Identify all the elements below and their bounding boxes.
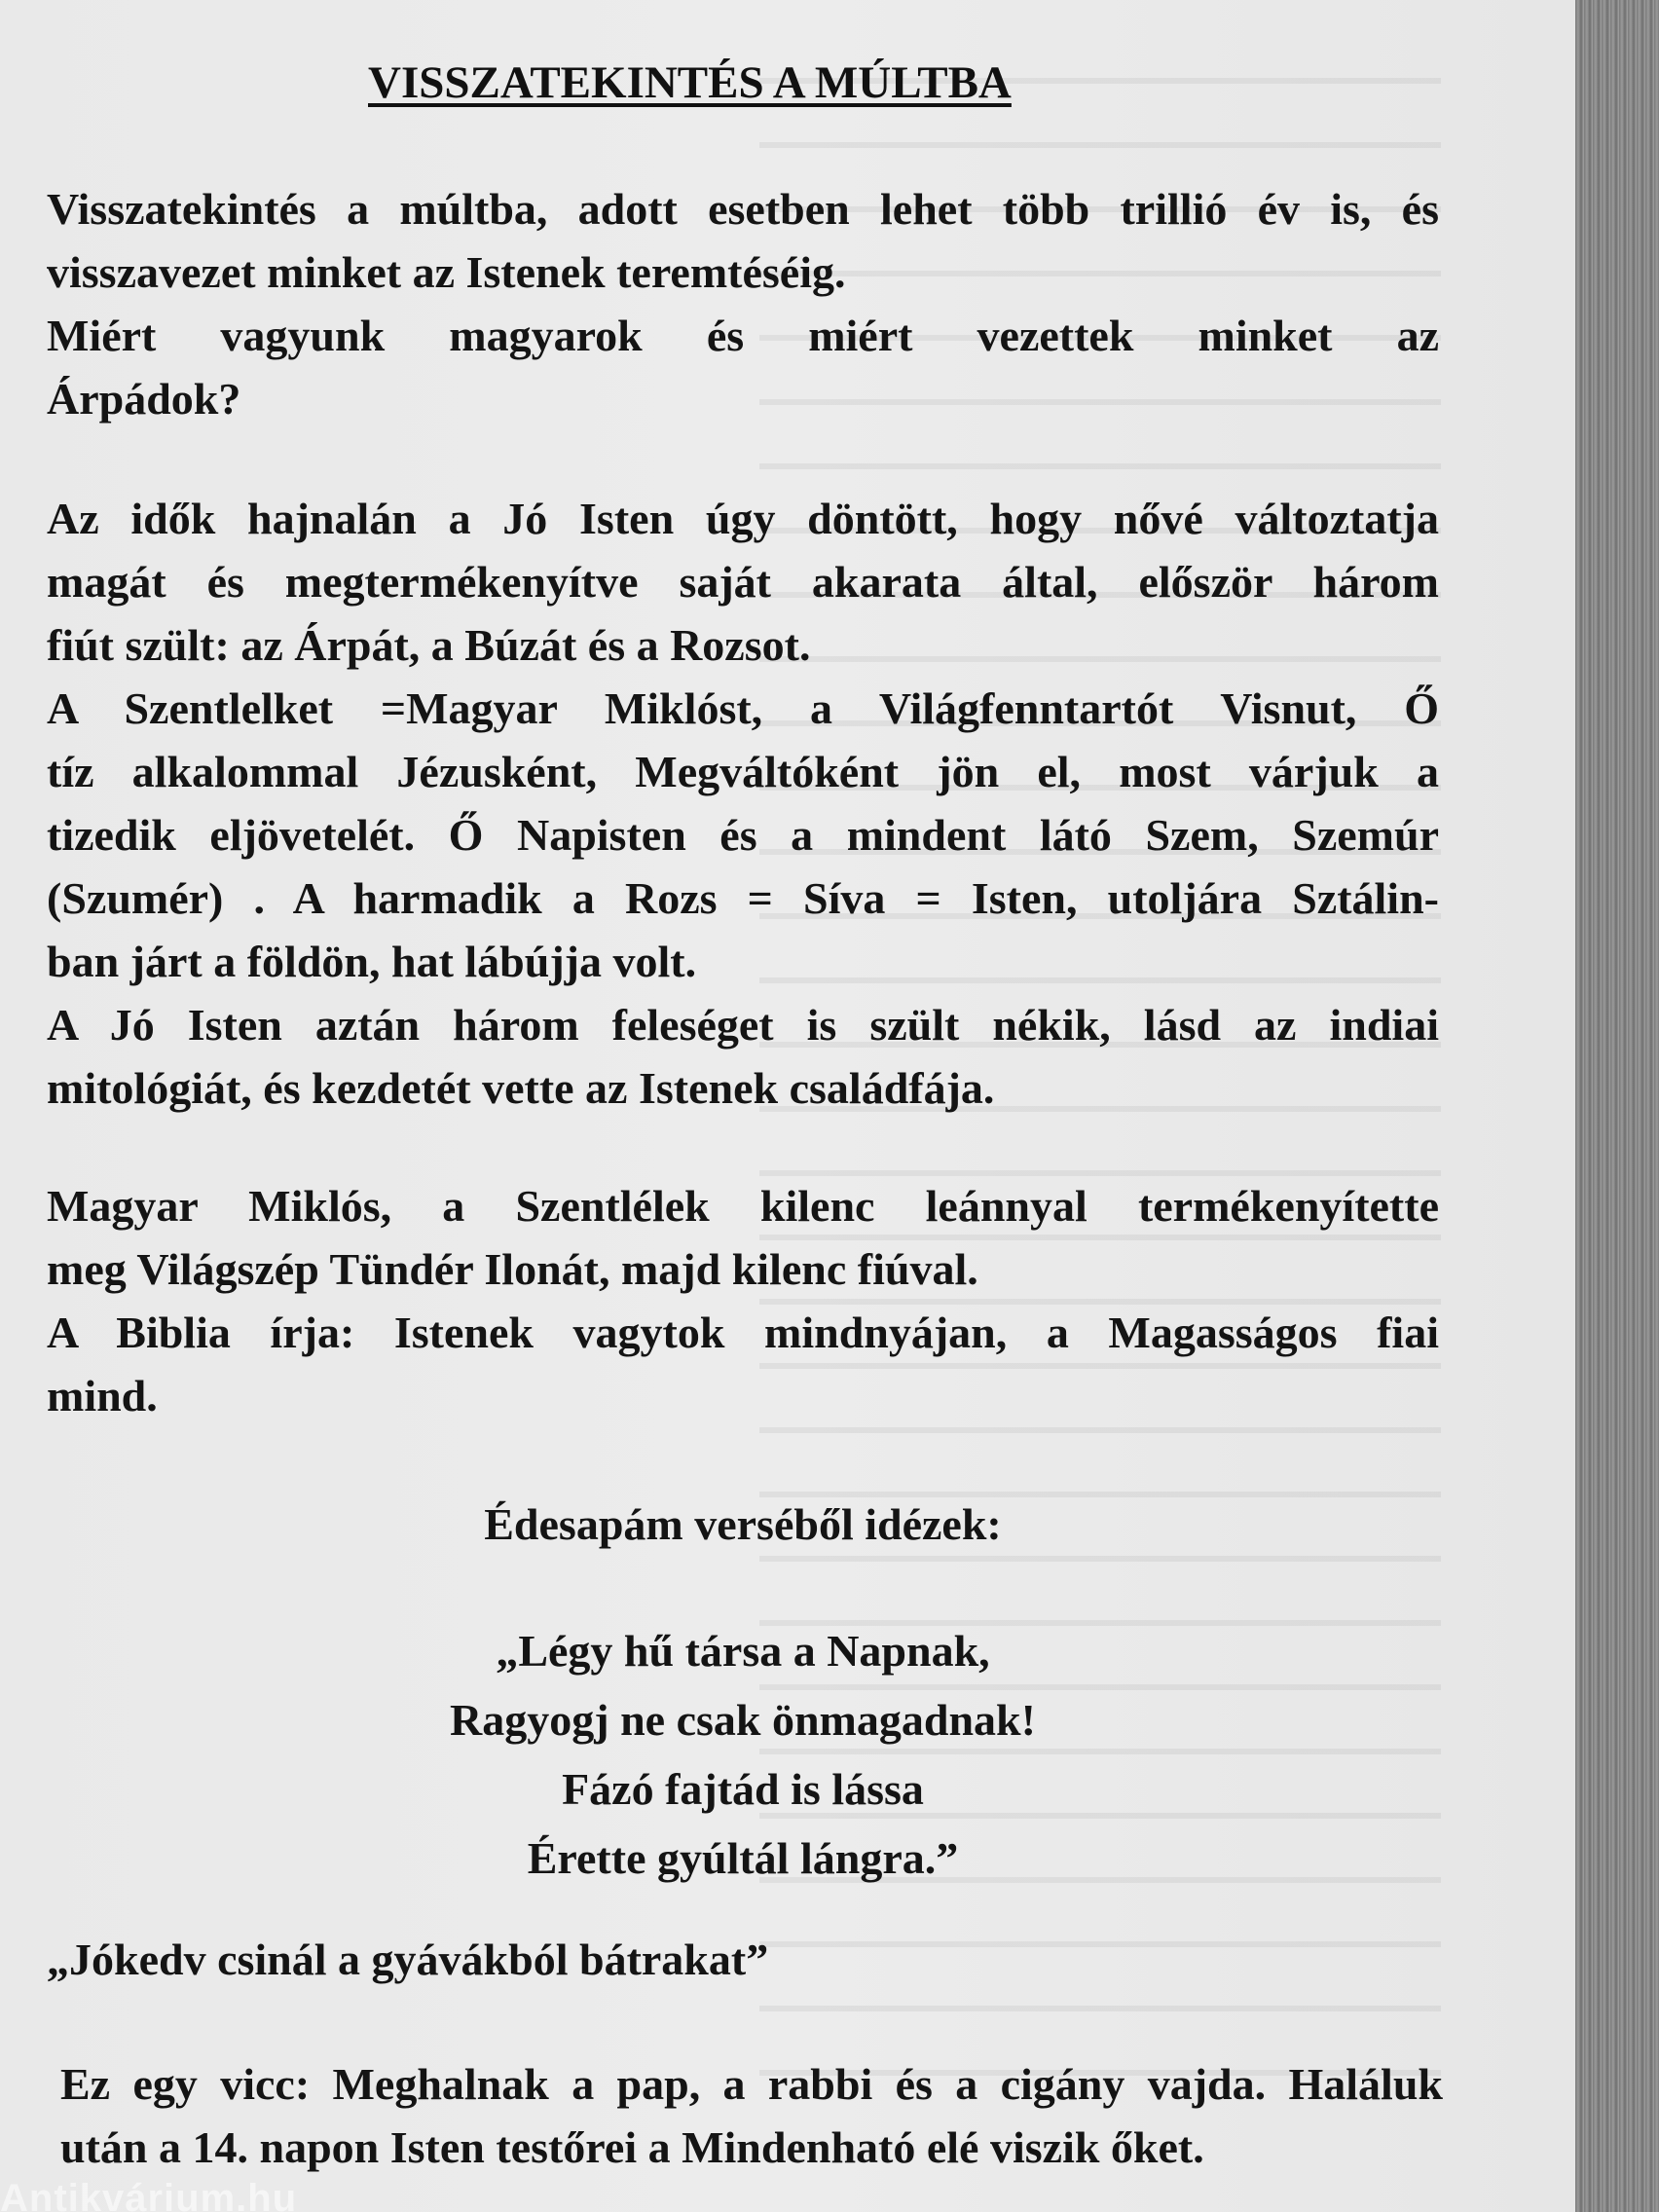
creation-line: mitológiát, és kezdetét vette az Istenek családfája. — [47, 1063, 995, 1113]
book-page-edges — [1575, 0, 1659, 2212]
creation-line: tíz alkalommal Jézusként, Megváltóként jön el, most várjuk a — [47, 747, 1439, 796]
joke-paragraph — [60, 2052, 1443, 2179]
poem-line: Érette gyúltál lángra.” — [527, 1833, 959, 1883]
intro-line: Árpádok? — [47, 374, 241, 424]
joke-line: Ez egy vicc: Meghalnak a pap, a rabbi és a cigány vajda. Haláluk — [60, 2059, 1443, 2109]
miklos-paragraph — [47, 1174, 1439, 1427]
creation-line: Az idők hajnalán a Jó Isten úgy döntött, hogy nővé változtatja — [47, 494, 1439, 543]
poem — [47, 1616, 1439, 1893]
intro-paragraph — [47, 177, 1439, 430]
intro-line: visszavezet minket az Istenek teremtéséig. — [47, 247, 846, 297]
watermark-logo: Antikvárium.hu — [0, 2177, 298, 2212]
page-title: VISSZATEKINTÉS A MÚLTBA — [368, 57, 1012, 108]
creation-line: (Szumér) . A harmadik a Rozs = Síva = Isten, utoljára Sztálin- — [47, 873, 1439, 923]
miklos-line: mind. — [47, 1371, 158, 1420]
intro-line: Visszatekintés a múltba, adott esetben lehet több trillió év is, és — [47, 184, 1439, 234]
creation-line: A Jó Isten aztán három feleséget is szült nékik, lásd az indiai — [47, 1000, 1439, 1050]
creation-line: tizedik eljövetelét. Ő Napisten és a mindent látó Szem, Szemúr — [47, 810, 1439, 860]
saying — [47, 1928, 1439, 1991]
joke-line: után a 14. napon Isten testőrei a Mindenható elé viszik őket. — [60, 2122, 1204, 2172]
intro-line: Miért vagyunk magyarok és miért vezettek minket az — [47, 311, 1439, 360]
poem-line: „Légy hű társa a Napnak, — [496, 1626, 990, 1676]
creation-line: A Szentlelket =Magyar Miklóst, a Világfenntartót Visnut, Ő — [47, 683, 1439, 733]
saying-line: „Jókedv csinál a gyávákból bátrakat” — [47, 1935, 769, 1984]
miklos-line: A Biblia írja: Istenek vagytok mindnyájan, a Magasságos fiai — [47, 1308, 1439, 1357]
creation-line: magát és megtermékenyítve saját akarata által, először három — [47, 557, 1439, 607]
creation-line: fiút szült: az Árpát, a Búzát és a Rozsot. — [47, 620, 811, 670]
poem-line: Fázó fajtád is lássa — [562, 1764, 924, 1814]
miklos-line: Magyar Miklós, a Szentlélek kilenc leánnyal termékenyítette — [47, 1181, 1439, 1231]
creation-line: ban járt a földön, hat lábújja volt. — [47, 937, 697, 986]
miklos-line: meg Világszép Tündér Ilonát, majd kilenc fiúval. — [47, 1244, 978, 1294]
quote-intro: Édesapám verséből idézek: — [484, 1499, 1002, 1549]
creation-paragraph — [47, 487, 1439, 1120]
poem-line: Ragyogj ne csak önmagadnak! — [450, 1695, 1036, 1745]
